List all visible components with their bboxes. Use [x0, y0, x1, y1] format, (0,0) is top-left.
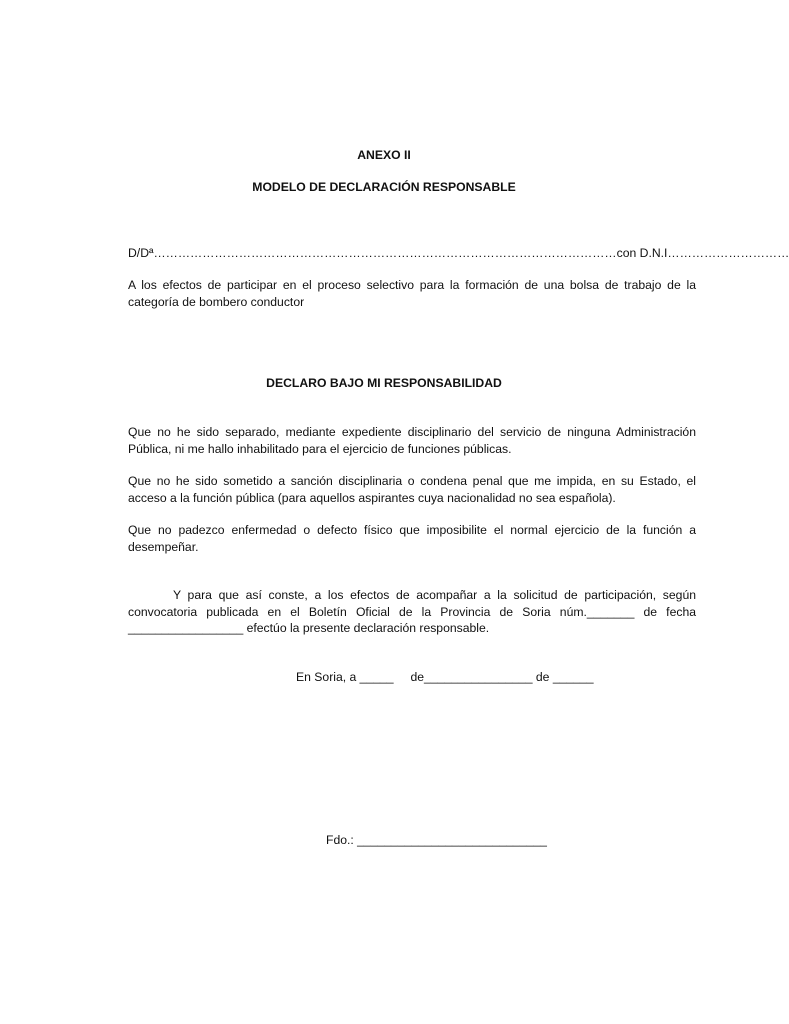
clause-no-sanction: Que no he sido sometido a sanción disciplinaria o condena penal que me impida, en su Estado, el acceso a la función pública (para aquellos aspirantes cuya nacionalidad no sea española). [128, 474, 696, 505]
signature-line: Fdo.: ____________________________ [326, 833, 547, 847]
annex-title: ANEXO II [357, 148, 411, 162]
clause-no-illness: Que no padezco enfermedad o defecto físico que imposibilite el normal ejercicio de la función a desempeñar. [128, 523, 696, 554]
declaration-heading: DECLARO BAJO MI RESPONSABILIDAD [266, 376, 502, 390]
closing-paragraph: Y para que así conste, a los efectos de acompañar a la solicitud de participación, según convocatoria publicada en el Boletín Oficial de la Provincia de Soria núm._______ de fecha _________________ efectúo la presente declaración responsable. [128, 588, 696, 635]
model-title: MODELO DE DECLARACIÓN RESPONSABLE [252, 180, 516, 194]
clause-not-separated: Que no he sido separado, mediante expediente disciplinario del servicio de ninguna Administración Pública, ni me hallo inhabilitado para el ejercicio de funciones públicas. [128, 425, 696, 456]
purpose-paragraph: A los efectos de participar en el proceso selectivo para la formación de una bolsa de trabajo de la categoría de bombero conductor [128, 278, 696, 309]
name-dni-line: D/Dª……………………………………………………………………………………………………con D.N.I………………………… [128, 246, 789, 260]
place-date-line: En Soria, a _____ de________________ de ______ [296, 670, 594, 684]
